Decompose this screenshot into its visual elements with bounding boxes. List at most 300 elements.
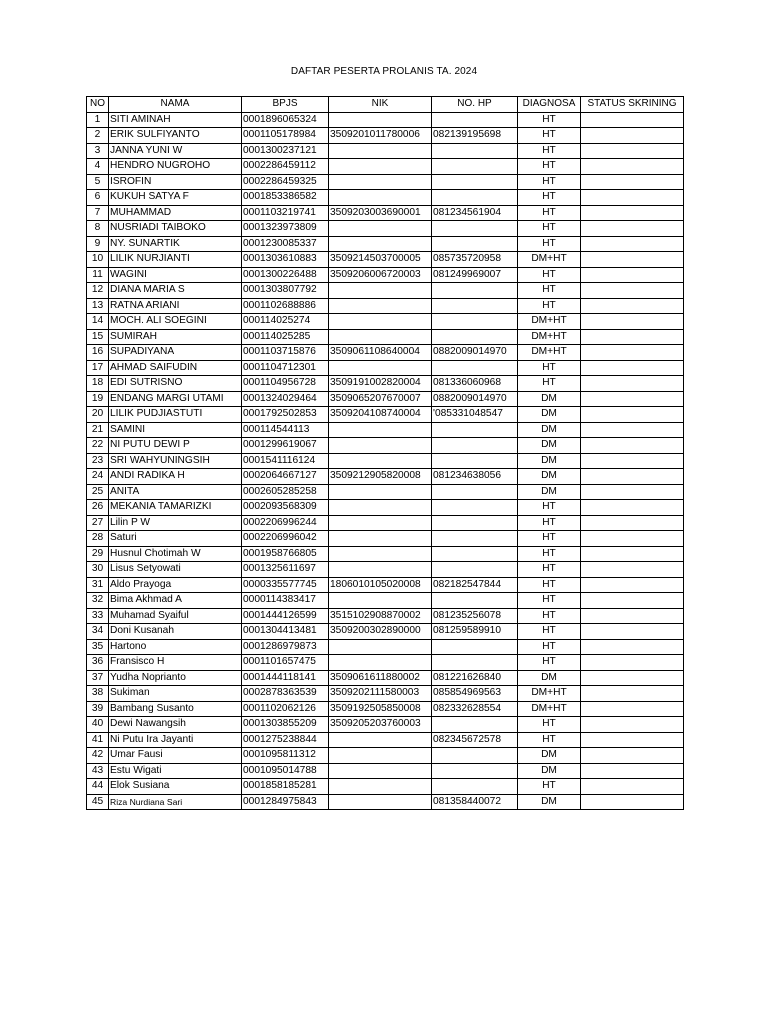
cell-nik: 3509201011780006 xyxy=(329,128,432,144)
cell-status-skrining xyxy=(581,174,684,190)
cell-nama: SUPADIYANA xyxy=(109,345,242,361)
cell-no-hp xyxy=(432,748,518,764)
table-row xyxy=(87,345,684,361)
table-row xyxy=(87,159,684,175)
table-row xyxy=(87,624,684,640)
cell-status-skrining xyxy=(581,221,684,237)
table-row xyxy=(87,794,684,810)
cell-nik xyxy=(329,314,432,330)
cell-status-skrining xyxy=(581,112,684,128)
table-row xyxy=(87,453,684,469)
cell-no-hp xyxy=(432,112,518,128)
cell-nik xyxy=(329,438,432,454)
cell-no: 10 xyxy=(87,252,109,268)
cell-status-skrining xyxy=(581,655,684,671)
cell-status-skrining xyxy=(581,360,684,376)
table-row xyxy=(87,252,684,268)
cell-nama: Umar Fausi xyxy=(109,748,242,764)
cell-no-hp: 082332628554 xyxy=(432,701,518,717)
cell-diagnosa: DM+HT xyxy=(518,345,581,361)
table-row xyxy=(87,531,684,547)
cell-no: 2 xyxy=(87,128,109,144)
cell-status-skrining xyxy=(581,252,684,268)
table-row xyxy=(87,174,684,190)
cell-status-skrining xyxy=(581,267,684,283)
cell-status-skrining xyxy=(581,298,684,314)
cell-status-skrining xyxy=(581,686,684,702)
cell-diagnosa: DM xyxy=(518,794,581,810)
table-row xyxy=(87,701,684,717)
table-row xyxy=(87,655,684,671)
table-row xyxy=(87,639,684,655)
table-row xyxy=(87,267,684,283)
cell-status-skrining xyxy=(581,732,684,748)
cell-no-hp: 082139195698 xyxy=(432,128,518,144)
table-header-row xyxy=(87,97,684,113)
cell-bpjs: 0001102062126 xyxy=(242,701,329,717)
table-row xyxy=(87,484,684,500)
cell-nik xyxy=(329,794,432,810)
cell-no: 4 xyxy=(87,159,109,175)
table-row xyxy=(87,360,684,376)
cell-diagnosa: HT xyxy=(518,515,581,531)
cell-nik xyxy=(329,655,432,671)
cell-no-hp xyxy=(432,438,518,454)
column-header-diagnosa: DIAGNOSA xyxy=(518,97,581,113)
cell-no: 27 xyxy=(87,515,109,531)
cell-status-skrining xyxy=(581,143,684,159)
cell-bpjs: 0001325611697 xyxy=(242,562,329,578)
cell-status-skrining xyxy=(581,701,684,717)
table-row xyxy=(87,438,684,454)
cell-bpjs: 0001286979873 xyxy=(242,639,329,655)
cell-no-hp: 081234561904 xyxy=(432,205,518,221)
cell-nik xyxy=(329,112,432,128)
cell-no-hp: 082345672578 xyxy=(432,732,518,748)
table-row xyxy=(87,376,684,392)
cell-nama: RATNA ARIANI xyxy=(109,298,242,314)
column-header-nik: NIK xyxy=(329,97,432,113)
table-row xyxy=(87,329,684,345)
cell-nama: Estu Wigati xyxy=(109,763,242,779)
cell-bpjs: 0002093568309 xyxy=(242,500,329,516)
cell-nik xyxy=(329,190,432,206)
cell-no: 23 xyxy=(87,453,109,469)
cell-nik xyxy=(329,453,432,469)
table-body xyxy=(87,112,684,810)
cell-nama: EDI SUTRISNO xyxy=(109,376,242,392)
cell-no: 39 xyxy=(87,701,109,717)
cell-bpjs: 0001299619067 xyxy=(242,438,329,454)
table-row xyxy=(87,221,684,237)
cell-bpjs: 0001858185281 xyxy=(242,779,329,795)
table-row xyxy=(87,686,684,702)
cell-nik xyxy=(329,593,432,609)
cell-bpjs: 0001095014788 xyxy=(242,763,329,779)
table-row xyxy=(87,283,684,299)
table-row xyxy=(87,407,684,423)
cell-nama: Dewi Nawangsih xyxy=(109,717,242,733)
cell-bpjs: 0001284975843 xyxy=(242,794,329,810)
cell-no-hp xyxy=(432,174,518,190)
cell-nik xyxy=(329,329,432,345)
cell-nik xyxy=(329,748,432,764)
table-row xyxy=(87,546,684,562)
cell-nik xyxy=(329,531,432,547)
cell-status-skrining xyxy=(581,453,684,469)
cell-no: 3 xyxy=(87,143,109,159)
cell-nama: Bambang Susanto xyxy=(109,701,242,717)
cell-nik: 3509212905820008 xyxy=(329,469,432,485)
column-header-status-skrining: STATUS SKRINING xyxy=(581,97,684,113)
cell-diagnosa: HT xyxy=(518,205,581,221)
cell-no-hp xyxy=(432,639,518,655)
cell-status-skrining xyxy=(581,159,684,175)
cell-bpjs: 0002286459112 xyxy=(242,159,329,175)
cell-diagnosa: HT xyxy=(518,732,581,748)
cell-status-skrining xyxy=(581,593,684,609)
cell-nama: ERIK SULFIYANTO xyxy=(109,128,242,144)
cell-nik xyxy=(329,779,432,795)
cell-no: 43 xyxy=(87,763,109,779)
cell-bpjs: 0001958766805 xyxy=(242,546,329,562)
cell-diagnosa: HT xyxy=(518,779,581,795)
cell-diagnosa: HT xyxy=(518,608,581,624)
cell-bpjs: 0002206996244 xyxy=(242,515,329,531)
cell-status-skrining xyxy=(581,283,684,299)
cell-nama: NY. SUNARTIK xyxy=(109,236,242,252)
cell-no-hp: 081259589910 xyxy=(432,624,518,640)
cell-no-hp xyxy=(432,453,518,469)
cell-no-hp xyxy=(432,546,518,562)
cell-nik xyxy=(329,221,432,237)
cell-bpjs: 0001541116124 xyxy=(242,453,329,469)
cell-no-hp xyxy=(432,221,518,237)
cell-status-skrining xyxy=(581,717,684,733)
cell-no-hp: 081358440072 xyxy=(432,794,518,810)
document-title: DAFTAR PESERTA PROLANIS TA. 2024 xyxy=(290,66,478,77)
cell-no: 45 xyxy=(87,794,109,810)
cell-status-skrining xyxy=(581,190,684,206)
cell-nik xyxy=(329,159,432,175)
cell-diagnosa: HT xyxy=(518,639,581,655)
cell-diagnosa: HT xyxy=(518,267,581,283)
column-header-no: NO xyxy=(87,97,109,113)
cell-status-skrining xyxy=(581,484,684,500)
cell-status-skrining xyxy=(581,779,684,795)
cell-nik: 3509065207670007 xyxy=(329,391,432,407)
cell-no: 15 xyxy=(87,329,109,345)
cell-nik: 3509203003690001 xyxy=(329,205,432,221)
cell-nama: Yudha Noprianto xyxy=(109,670,242,686)
cell-status-skrining xyxy=(581,608,684,624)
cell-nik: 1806010105020008 xyxy=(329,577,432,593)
cell-no: 12 xyxy=(87,283,109,299)
cell-diagnosa: DM+HT xyxy=(518,686,581,702)
cell-bpjs: 0001104712301 xyxy=(242,360,329,376)
cell-nik xyxy=(329,562,432,578)
cell-no: 17 xyxy=(87,360,109,376)
cell-no: 20 xyxy=(87,407,109,423)
cell-bpjs: 0001303807792 xyxy=(242,283,329,299)
cell-diagnosa: DM xyxy=(518,484,581,500)
cell-status-skrining xyxy=(581,639,684,655)
cell-bpjs: 0001101657475 xyxy=(242,655,329,671)
cell-nama: Lilin P W xyxy=(109,515,242,531)
cell-status-skrining xyxy=(581,794,684,810)
cell-diagnosa: HT xyxy=(518,190,581,206)
cell-diagnosa: HT xyxy=(518,593,581,609)
cell-no: 34 xyxy=(87,624,109,640)
cell-diagnosa: DM xyxy=(518,438,581,454)
cell-no: 35 xyxy=(87,639,109,655)
cell-bpjs: 0001444126599 xyxy=(242,608,329,624)
table-row xyxy=(87,748,684,764)
cell-nik: 3509204108740004 xyxy=(329,407,432,423)
cell-nik xyxy=(329,500,432,516)
cell-nama: SAMINI xyxy=(109,422,242,438)
cell-diagnosa: DM+HT xyxy=(518,314,581,330)
table-row xyxy=(87,128,684,144)
cell-status-skrining xyxy=(581,546,684,562)
cell-nik xyxy=(329,283,432,299)
cell-no-hp xyxy=(432,779,518,795)
cell-no: 19 xyxy=(87,391,109,407)
cell-no: 33 xyxy=(87,608,109,624)
cell-nik xyxy=(329,515,432,531)
cell-nama: NI PUTU DEWI P xyxy=(109,438,242,454)
cell-nama: MUHAMMAD xyxy=(109,205,242,221)
cell-diagnosa: HT xyxy=(518,112,581,128)
cell-nama: AHMAD SAIFUDIN xyxy=(109,360,242,376)
cell-nik: 3509061108640004 xyxy=(329,345,432,361)
cell-status-skrining xyxy=(581,469,684,485)
cell-nama: Lisus Setyowati xyxy=(109,562,242,578)
cell-nama: Hartono xyxy=(109,639,242,655)
cell-status-skrining xyxy=(581,438,684,454)
cell-nama: MEKANIA TAMARIZKI xyxy=(109,500,242,516)
table-row xyxy=(87,593,684,609)
cell-no: 31 xyxy=(87,577,109,593)
cell-status-skrining xyxy=(581,763,684,779)
cell-nama: Ni Putu Ira Jayanti xyxy=(109,732,242,748)
table-row xyxy=(87,314,684,330)
cell-no: 18 xyxy=(87,376,109,392)
cell-bpjs: 0001103715876 xyxy=(242,345,329,361)
cell-diagnosa: HT xyxy=(518,531,581,547)
cell-bpjs: 0002064667127 xyxy=(242,469,329,485)
cell-nama: Muhamad Syaiful xyxy=(109,608,242,624)
cell-no-hp: 082182547844 xyxy=(432,577,518,593)
cell-nik: 3509202111580003 xyxy=(329,686,432,702)
cell-no: 6 xyxy=(87,190,109,206)
cell-status-skrining xyxy=(581,329,684,345)
cell-bpjs: 0001300226488 xyxy=(242,267,329,283)
cell-no-hp xyxy=(432,329,518,345)
table-row xyxy=(87,500,684,516)
cell-no: 26 xyxy=(87,500,109,516)
cell-no-hp: 085735720958 xyxy=(432,252,518,268)
cell-no-hp: 081234638056 xyxy=(432,469,518,485)
cell-no: 9 xyxy=(87,236,109,252)
cell-nik: 3509214503700005 xyxy=(329,252,432,268)
cell-diagnosa: HT xyxy=(518,174,581,190)
cell-nik xyxy=(329,546,432,562)
cell-no-hp: 081249969007 xyxy=(432,267,518,283)
cell-status-skrining xyxy=(581,205,684,221)
cell-no-hp xyxy=(432,422,518,438)
cell-no: 8 xyxy=(87,221,109,237)
cell-diagnosa: HT xyxy=(518,546,581,562)
cell-nama: Aldo Prayoga xyxy=(109,577,242,593)
cell-nama: Riza Nurdiana Sari xyxy=(109,794,242,810)
cell-nama: MOCH. ALI SOEGINI xyxy=(109,314,242,330)
cell-no: 44 xyxy=(87,779,109,795)
cell-nama: NUSRIADI TAIBOKO xyxy=(109,221,242,237)
cell-nik xyxy=(329,143,432,159)
cell-nama: LILIK NURJIANTI xyxy=(109,252,242,268)
table-row xyxy=(87,779,684,795)
cell-bpjs: 0001303610883 xyxy=(242,252,329,268)
cell-no: 28 xyxy=(87,531,109,547)
cell-diagnosa: DM+HT xyxy=(518,329,581,345)
cell-nik: 3509191002820004 xyxy=(329,376,432,392)
cell-nama: DIANA MARIA S xyxy=(109,283,242,299)
cell-diagnosa: DM xyxy=(518,469,581,485)
table-row xyxy=(87,422,684,438)
cell-no-hp: 081221626840 xyxy=(432,670,518,686)
cell-no-hp xyxy=(432,531,518,547)
cell-no-hp xyxy=(432,236,518,252)
cell-no: 16 xyxy=(87,345,109,361)
cell-status-skrining xyxy=(581,236,684,252)
cell-status-skrining xyxy=(581,314,684,330)
cell-nama: Saturi xyxy=(109,531,242,547)
cell-nama: ANITA xyxy=(109,484,242,500)
cell-nama: WAGINI xyxy=(109,267,242,283)
cell-status-skrining xyxy=(581,422,684,438)
table-row xyxy=(87,205,684,221)
cell-no-hp xyxy=(432,159,518,175)
cell-diagnosa: DM xyxy=(518,422,581,438)
cell-no: 36 xyxy=(87,655,109,671)
cell-nama: Bima Akhmad A xyxy=(109,593,242,609)
column-header-bpjs: BPJS xyxy=(242,97,329,113)
cell-bpjs: 0000114383417 xyxy=(242,593,329,609)
cell-no: 42 xyxy=(87,748,109,764)
cell-diagnosa: HT xyxy=(518,143,581,159)
cell-nik: 3509192505850008 xyxy=(329,701,432,717)
cell-no-hp xyxy=(432,190,518,206)
cell-no: 24 xyxy=(87,469,109,485)
cell-no-hp xyxy=(432,314,518,330)
cell-diagnosa: HT xyxy=(518,159,581,175)
cell-no-hp xyxy=(432,500,518,516)
table-row xyxy=(87,112,684,128)
cell-no: 7 xyxy=(87,205,109,221)
cell-nama: KUKUH SATYA F xyxy=(109,190,242,206)
cell-nik: 3509205203760003 xyxy=(329,717,432,733)
cell-bpjs: 0002878363539 xyxy=(242,686,329,702)
cell-bpjs: 0001792502853 xyxy=(242,407,329,423)
cell-no: 38 xyxy=(87,686,109,702)
cell-nik: 3509200302890000 xyxy=(329,624,432,640)
cell-status-skrining xyxy=(581,407,684,423)
cell-nama: HENDRO NUGROHO xyxy=(109,159,242,175)
cell-nama: Sukiman xyxy=(109,686,242,702)
participant-table xyxy=(86,96,684,810)
cell-no: 41 xyxy=(87,732,109,748)
cell-diagnosa: HT xyxy=(518,577,581,593)
cell-status-skrining xyxy=(581,748,684,764)
cell-no: 5 xyxy=(87,174,109,190)
cell-bpjs: 0001103219741 xyxy=(242,205,329,221)
cell-diagnosa: DM xyxy=(518,748,581,764)
cell-bpjs: 0001275238844 xyxy=(242,732,329,748)
cell-bpjs: 0001105178984 xyxy=(242,128,329,144)
cell-diagnosa: HT xyxy=(518,500,581,516)
cell-nama: ANDI RADIKA H xyxy=(109,469,242,485)
table-row xyxy=(87,143,684,159)
cell-bpjs: 0001230085337 xyxy=(242,236,329,252)
cell-nik xyxy=(329,763,432,779)
cell-no-hp: 0882009014970 xyxy=(432,391,518,407)
cell-no-hp xyxy=(432,593,518,609)
table-row xyxy=(87,469,684,485)
cell-diagnosa: DM xyxy=(518,670,581,686)
cell-no-hp xyxy=(432,484,518,500)
cell-no: 14 xyxy=(87,314,109,330)
cell-nama: JANNA YUNI W xyxy=(109,143,242,159)
table-row xyxy=(87,298,684,314)
cell-nama: Husnul Chotimah W xyxy=(109,546,242,562)
cell-bpjs: 0001104956728 xyxy=(242,376,329,392)
cell-bpjs: 0001095811312 xyxy=(242,748,329,764)
column-header-nama: NAMA xyxy=(109,97,242,113)
cell-diagnosa: HT xyxy=(518,128,581,144)
cell-bpjs: 0001304413481 xyxy=(242,624,329,640)
cell-bpjs: 0001853386582 xyxy=(242,190,329,206)
cell-status-skrining xyxy=(581,376,684,392)
cell-nik: 3509061611880002 xyxy=(329,670,432,686)
cell-diagnosa: HT xyxy=(518,360,581,376)
cell-diagnosa: HT xyxy=(518,562,581,578)
cell-no-hp xyxy=(432,515,518,531)
cell-status-skrining xyxy=(581,345,684,361)
cell-diagnosa: HT xyxy=(518,236,581,252)
cell-nik: 3509206006720003 xyxy=(329,267,432,283)
cell-no-hp xyxy=(432,143,518,159)
cell-diagnosa: DM+HT xyxy=(518,252,581,268)
table-row xyxy=(87,515,684,531)
cell-nama: SRI WAHYUNINGSIH xyxy=(109,453,242,469)
cell-nama: Fransisco H xyxy=(109,655,242,671)
cell-no-hp xyxy=(432,655,518,671)
table-row xyxy=(87,608,684,624)
cell-bpjs: 000114025285 xyxy=(242,329,329,345)
cell-diagnosa: DM xyxy=(518,407,581,423)
cell-nama: Elok Susiana xyxy=(109,779,242,795)
cell-status-skrining xyxy=(581,391,684,407)
column-header-no-hp: NO. HP xyxy=(432,97,518,113)
cell-no: 25 xyxy=(87,484,109,500)
table-row xyxy=(87,670,684,686)
table-row xyxy=(87,577,684,593)
cell-nik xyxy=(329,174,432,190)
cell-bpjs: 0001323973809 xyxy=(242,221,329,237)
cell-no: 11 xyxy=(87,267,109,283)
cell-diagnosa: DM+HT xyxy=(518,701,581,717)
